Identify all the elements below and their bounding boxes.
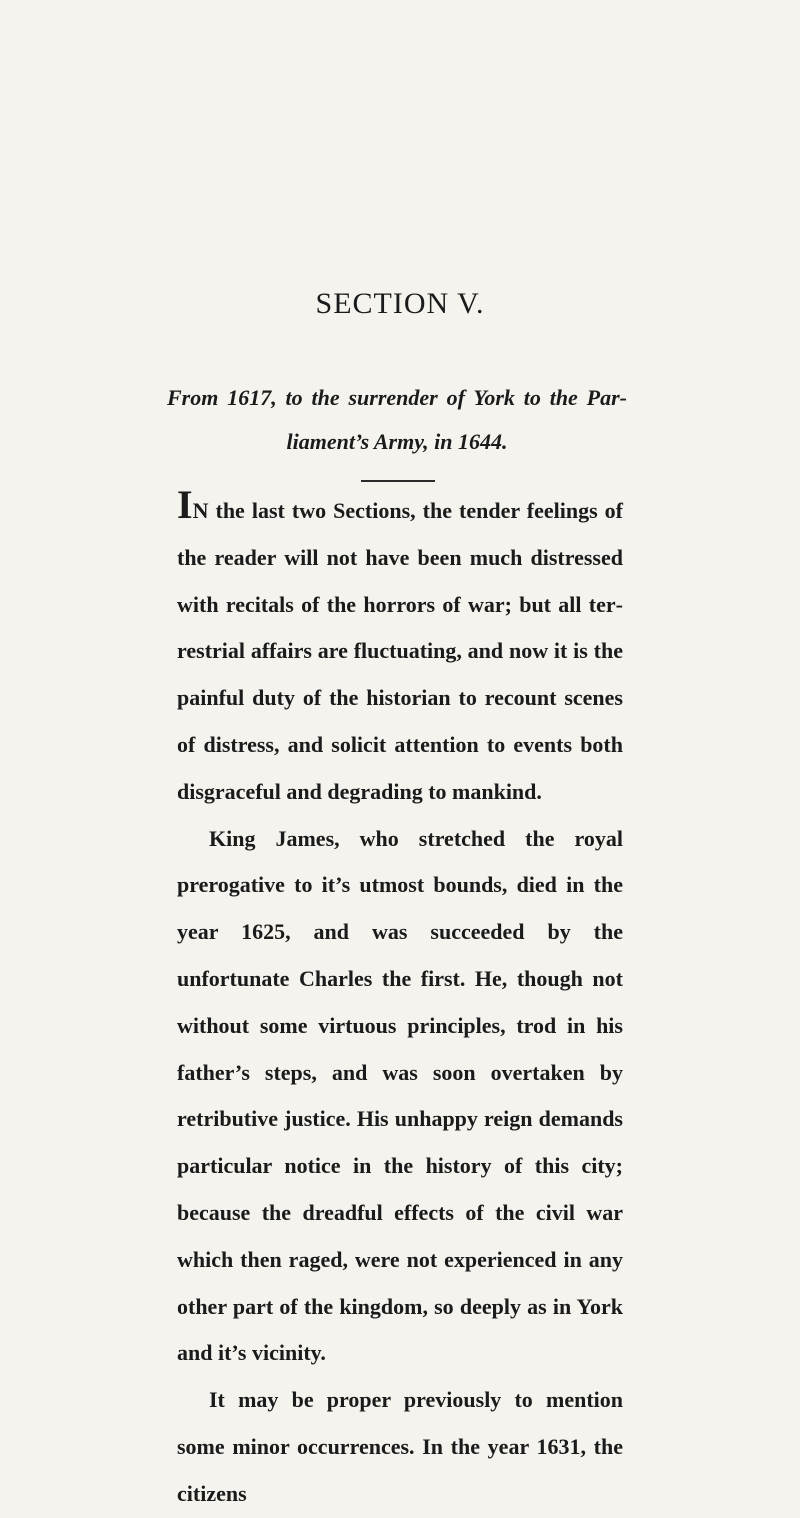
- paragraph-3: It may be proper previously to mention some minor occurrences. In the year 1631, the citizens: [177, 1387, 623, 1506]
- body-text: [177, 482, 623, 1518]
- drop-cap-initial: I: [177, 482, 193, 527]
- section-subtitle: [167, 376, 627, 464]
- section-heading: SECTION V.: [315, 287, 485, 320]
- section-divider: [361, 480, 435, 482]
- paragraph-1-text: N the last two Sections, the tender feelings of the reader will not have been much distressed with recitals of the horrors of war; but all terrestrial affairs are fluctuating, and now it is the painful duty of the historian to recount scenes of distress, and solicit attention to events both disgraceful and degrading to mankind.: [177, 498, 623, 804]
- paragraph-2: King James, who stretched the royal prerogative to it’s utmost bounds, died in the year 1625, and was succeeded by the unfortunate Charles the first. He, though not without some virtuous principles, trod in his father’s steps, and was soon overtaken by retributive justice. His unhappy reign demands particular notice in the history of this city; because the dreadful effects of the civil war which then raged, were not experienced in any other part of the kingdom, so deeply as in York and it’s vicinity.: [177, 825, 623, 1366]
- subtitle-line-2: liament’s Army, in 1644.: [286, 429, 508, 454]
- paragraph-1: [177, 482, 623, 816]
- subtitle-line-1: From 1617, to the surrender of York to the Par-: [167, 385, 627, 410]
